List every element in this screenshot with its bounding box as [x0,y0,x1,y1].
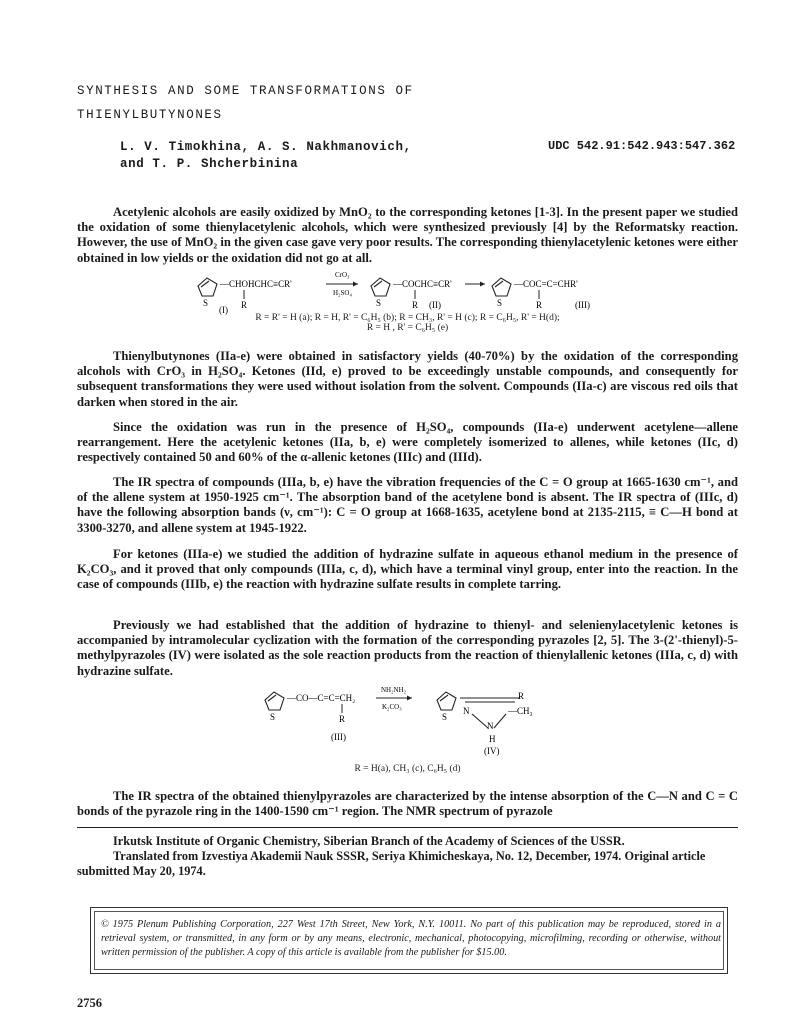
arrow-head-icon [353,282,358,287]
scheme2-nh-n: N [487,721,494,731]
scheme2-conditions: R = H(a), CH₃ (c), C₆H₅ (d) [354,764,461,774]
paragraph-2-text: Thienylbutynones (IIa-e) were obtained in satisfactory yields (40-70%) by the oxidation of the corresponding alcohols with CrO₃ in H₂SO₄. Ketones (IId, e) proved to be exceedingly unstable compounds, and consequently for subsequent transformations they were used without isolation from the solvent. Compounds (IIa-c) are viscous red oils that darken when stored in the air. [77,349,738,409]
thiophene-ring-icon [198,278,217,296]
scheme1-r-2: R [412,300,419,310]
footnote [77,834,738,879]
scheme1-substituent-2: —COCHC≡CR' [393,279,452,289]
scheme2-arrow-reagent-top: NH₂NH₂ [381,686,407,694]
reaction-scheme-2 [260,684,560,769]
title-line-2: THIENYLBUTYNONES [77,108,223,122]
scheme1-r-1: R [241,300,248,310]
scheme1-substituent-1: —CHOHCHC≡CR' [220,279,292,289]
paragraph-7 [77,789,738,819]
scheme1-r-3: R [536,300,543,310]
paragraph-6 [77,618,738,679]
footnote-divider [77,827,738,828]
scheme1-conditions-line-1: R = R' = H (a); R = H, R' = C₆H₅ (b); R = CH₃, R' = H (c); R = C₆H₅, R' = H(d); [255,313,560,323]
scheme1-s-3: S [497,298,503,308]
paragraph-4 [77,475,738,536]
scheme2-n-1: N [463,706,470,716]
scheme2-s-2: S [442,712,448,722]
scheme2-r-1: R [339,714,346,724]
scheme2-nh-h: H [489,734,496,744]
scheme2-arrow-reagent-bottom: K₂CO₃ [382,703,402,711]
authors [120,139,412,173]
udc-code: UDC 542.91:542.943:547.362 [548,139,736,153]
scheme2-s-1: S [270,712,276,722]
paragraph-1 [77,205,738,266]
scheme1-label-1: (I) [219,305,228,315]
title-line-1: SYNTHESIS AND SOME TRANSFORMATIONS OF [77,84,414,98]
copyright-notice [90,907,728,974]
scheme1-conditions-line-2: R = H , R' = C₆H₅ (e) [366,323,449,333]
scheme1-s-2: S [376,298,382,308]
paragraph-7-text: The IR spectra of the obtained thienylpyrazoles are characterized by the intense absorption of the C—N and C = C bonds of the pyrazole ring in the 1400-1590 cm⁻¹ region. The NMR spectrum of pyrazole [77,789,738,819]
paragraph-5-text: For ketones (IIIa-e) we studied the addition of hydrazine sulfate in aqueous ethanol medium in the presence of K₂CO₃, and it proved that only compounds (IIIa, c, d), which have a terminal vinyl group, enter into the reaction. In the case of compounds (IIIb, e) the reaction with hydrazine sulfate results in complete tarring. [77,547,738,592]
scheme1-arrow-reagent-top: CrO₃ [335,271,350,279]
paragraph-3-text: Since the oxidation was run in the presence of H₂SO₄, compounds (IIa-e) underwent acetylene—allene rearrangement. Here the acetylenic ketones (IIa, b, e) were completely isomerized to allenes, while ketones (IIc, d) respectively contained 50 and 60% of the α-allenic ketones (IIIc) and (IIId). [77,420,738,465]
paragraph-4-text: The IR spectra of compounds (IIIa, b, e) have the vibration frequencies of the C = O group at 1665-1630 cm⁻¹, and of the allene system at 1950-1925 cm⁻¹. The absorption band of the acetylene bond is absent. The IR spectra of (IIIc, d) have the following absorption bands (ν, cm⁻¹): C = O group at 1668-1635, acetylene bond at 2135-2115, ≡ C—H bond at 3300-3270, and allene system at 1945-1922. [77,475,738,535]
authors-line-1: L. V. Timokhina, A. S. Nakhmanovich, [120,140,412,154]
arrow-head-icon [407,696,412,701]
scheme2-r-2: R [518,691,525,701]
scheme1-arrow-reagent-bottom: H₂SO₄ [333,289,352,297]
copyright-text: © 1975 Plenum Publishing Corporation, 227 West 17th Street, New York, N.Y. 10011. No part of this publication may be reproduced, stored in a retrieval system, or transmitted, in any form or by any means, electronic, mechanical, photocopying, microfilming, recording or otherwise, without written permission of the publisher. A copy of this article is available from the publisher for $15.00. [101,919,721,958]
thiophene-ring-icon [437,692,456,710]
scheme1-s-1: S [203,298,209,308]
scheme1-conditions [77,313,738,333]
paragraph-2 [77,349,738,410]
scheme2-substituent-1: —CO—C=C=CH₂ [287,693,356,703]
scheme2-label-2: (IV) [484,746,500,756]
paragraph-3 [77,420,738,466]
footnote-translation: Translated from Izvestiya Akademii Nauk SSSR, Seriya Khimicheskaya, No. 12, December, 1974. Original article submitted May 20, 1974. [77,849,706,878]
arrow-head-icon [480,282,485,287]
footnote-affiliation: Irkutsk Institute of Organic Chemistry, Siberian Branch of the Academy of Sciences of the USSR. [113,834,625,848]
scheme1-label-3: (III) [575,300,590,310]
scheme1-substituent-3: —COC=C=CHR' [514,279,578,289]
page-number: 2756 [77,996,102,1010]
thiophene-ring-icon [492,278,511,296]
paragraph-6-text: Previously we had established that the addition of hydrazine to thienyl- and selenienylacetylenic ketones is accompanied by intramolecular cyclization with the formation of the corresponding pyrazoles [2, 5]. The 3-(2'-thienyl)-5-methylpyrazoles (IV) were isolated as the sole reaction products from the reaction of thienylallenic ketones (IIIa, c, d) with hydrazine sulfate. [77,618,738,678]
paragraph-5 [77,547,738,593]
article-title [77,79,414,127]
scheme1-label-2: (II) [429,300,441,310]
thiophene-ring-icon [371,278,390,296]
scheme2-label-1: (III) [331,732,346,742]
thiophene-ring-icon [265,692,284,710]
scheme2-ch3: —CH₃ [508,706,533,716]
paragraph-1-text: Acetylenic alcohols are easily oxidized by MnO₂ to the corresponding ketones [1-3]. In the present paper we studied the oxidation of some thienylacetylenic alcohols, which were synthesized previously [4] by the Reformatsky reaction. However, the use of MnO₂ in the given case gave very poor results. The corresponding thienylacetylenic ketones were either obtained in low yields or the oxidation did not go at all. [77,205,738,265]
authors-line-2: and T. P. Shcherbinina [120,157,299,171]
